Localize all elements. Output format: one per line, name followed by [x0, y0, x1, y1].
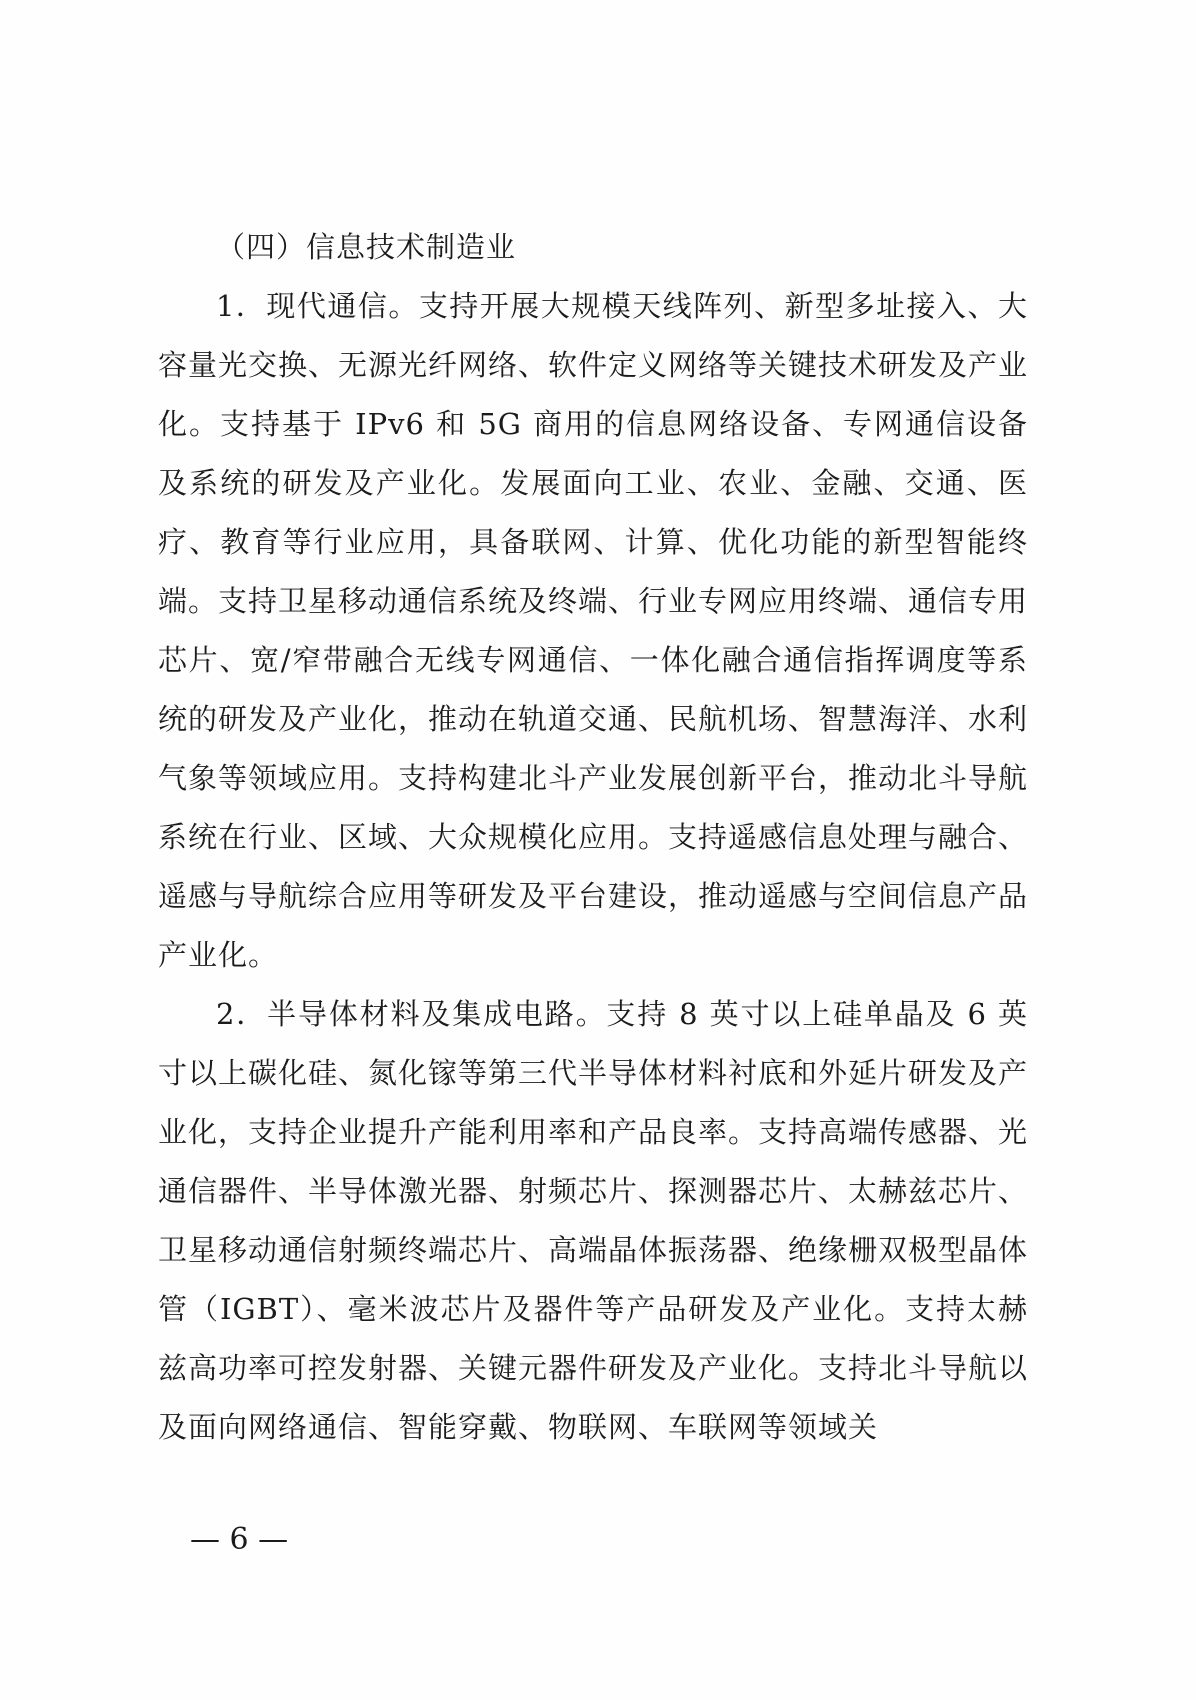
body-text [158, 218, 1028, 1457]
paragraph-modern-communication: 1．现代通信。支持开展大规模天线阵列、新型多址接入、大容量光交换、无源光纤网络、软件定义网络等关键技术研发及产业化。支持基于 IPv6 和 5G 商用的信息网络设备、专网通信设备及系统的研发及产业化。发展面向工业、农业、金融、交通、医疗、教育等行业应用，具备联网、计算、优化功能的新型智能终端。支持卫星移动通信系统及终端、行业专网应用终端、通信专用芯片、宽/窄带融合无线专网通信、一体化融合通信指挥调度等系统的研发及产业化，推动在轨道交通、民航机场、智慧海洋、水利气象等领域应用。支持构建北斗产业发展创新平台，推动北斗导航系统在行业、区域、大众规模化应用。支持遥感信息处理与融合、遥感与导航综合应用等研发及平台建设，推动遥感与空间信息产品产业化。 [158, 289, 1029, 972]
page-number: — 6 — [190, 1522, 289, 1557]
paragraph-semiconductor: 2．半导体材料及集成电路。支持 8 英寸以上硅单晶及 6 英寸以上碳化硅、氮化镓等第三代半导体材料衬底和外延片研发及产业化，支持企业提升产能利用率和产品良率。支持高端传感器、光通信器件、半导体激光器、射频芯片、探测器芯片、太赫兹芯片、卫星移动通信射频终端芯片、高端晶体振荡器、绝缘栅双极型晶体管（IGBT）、毫米波芯片及器件等产品研发及产业化。支持太赫兹高功率可控发射器、关键元器件研发及产业化。支持北斗导航以及面向网络通信、智能穿戴、物联网、车联网等领域关 [158, 997, 1029, 1444]
section-heading: （四）信息技术制造业 [216, 230, 517, 264]
